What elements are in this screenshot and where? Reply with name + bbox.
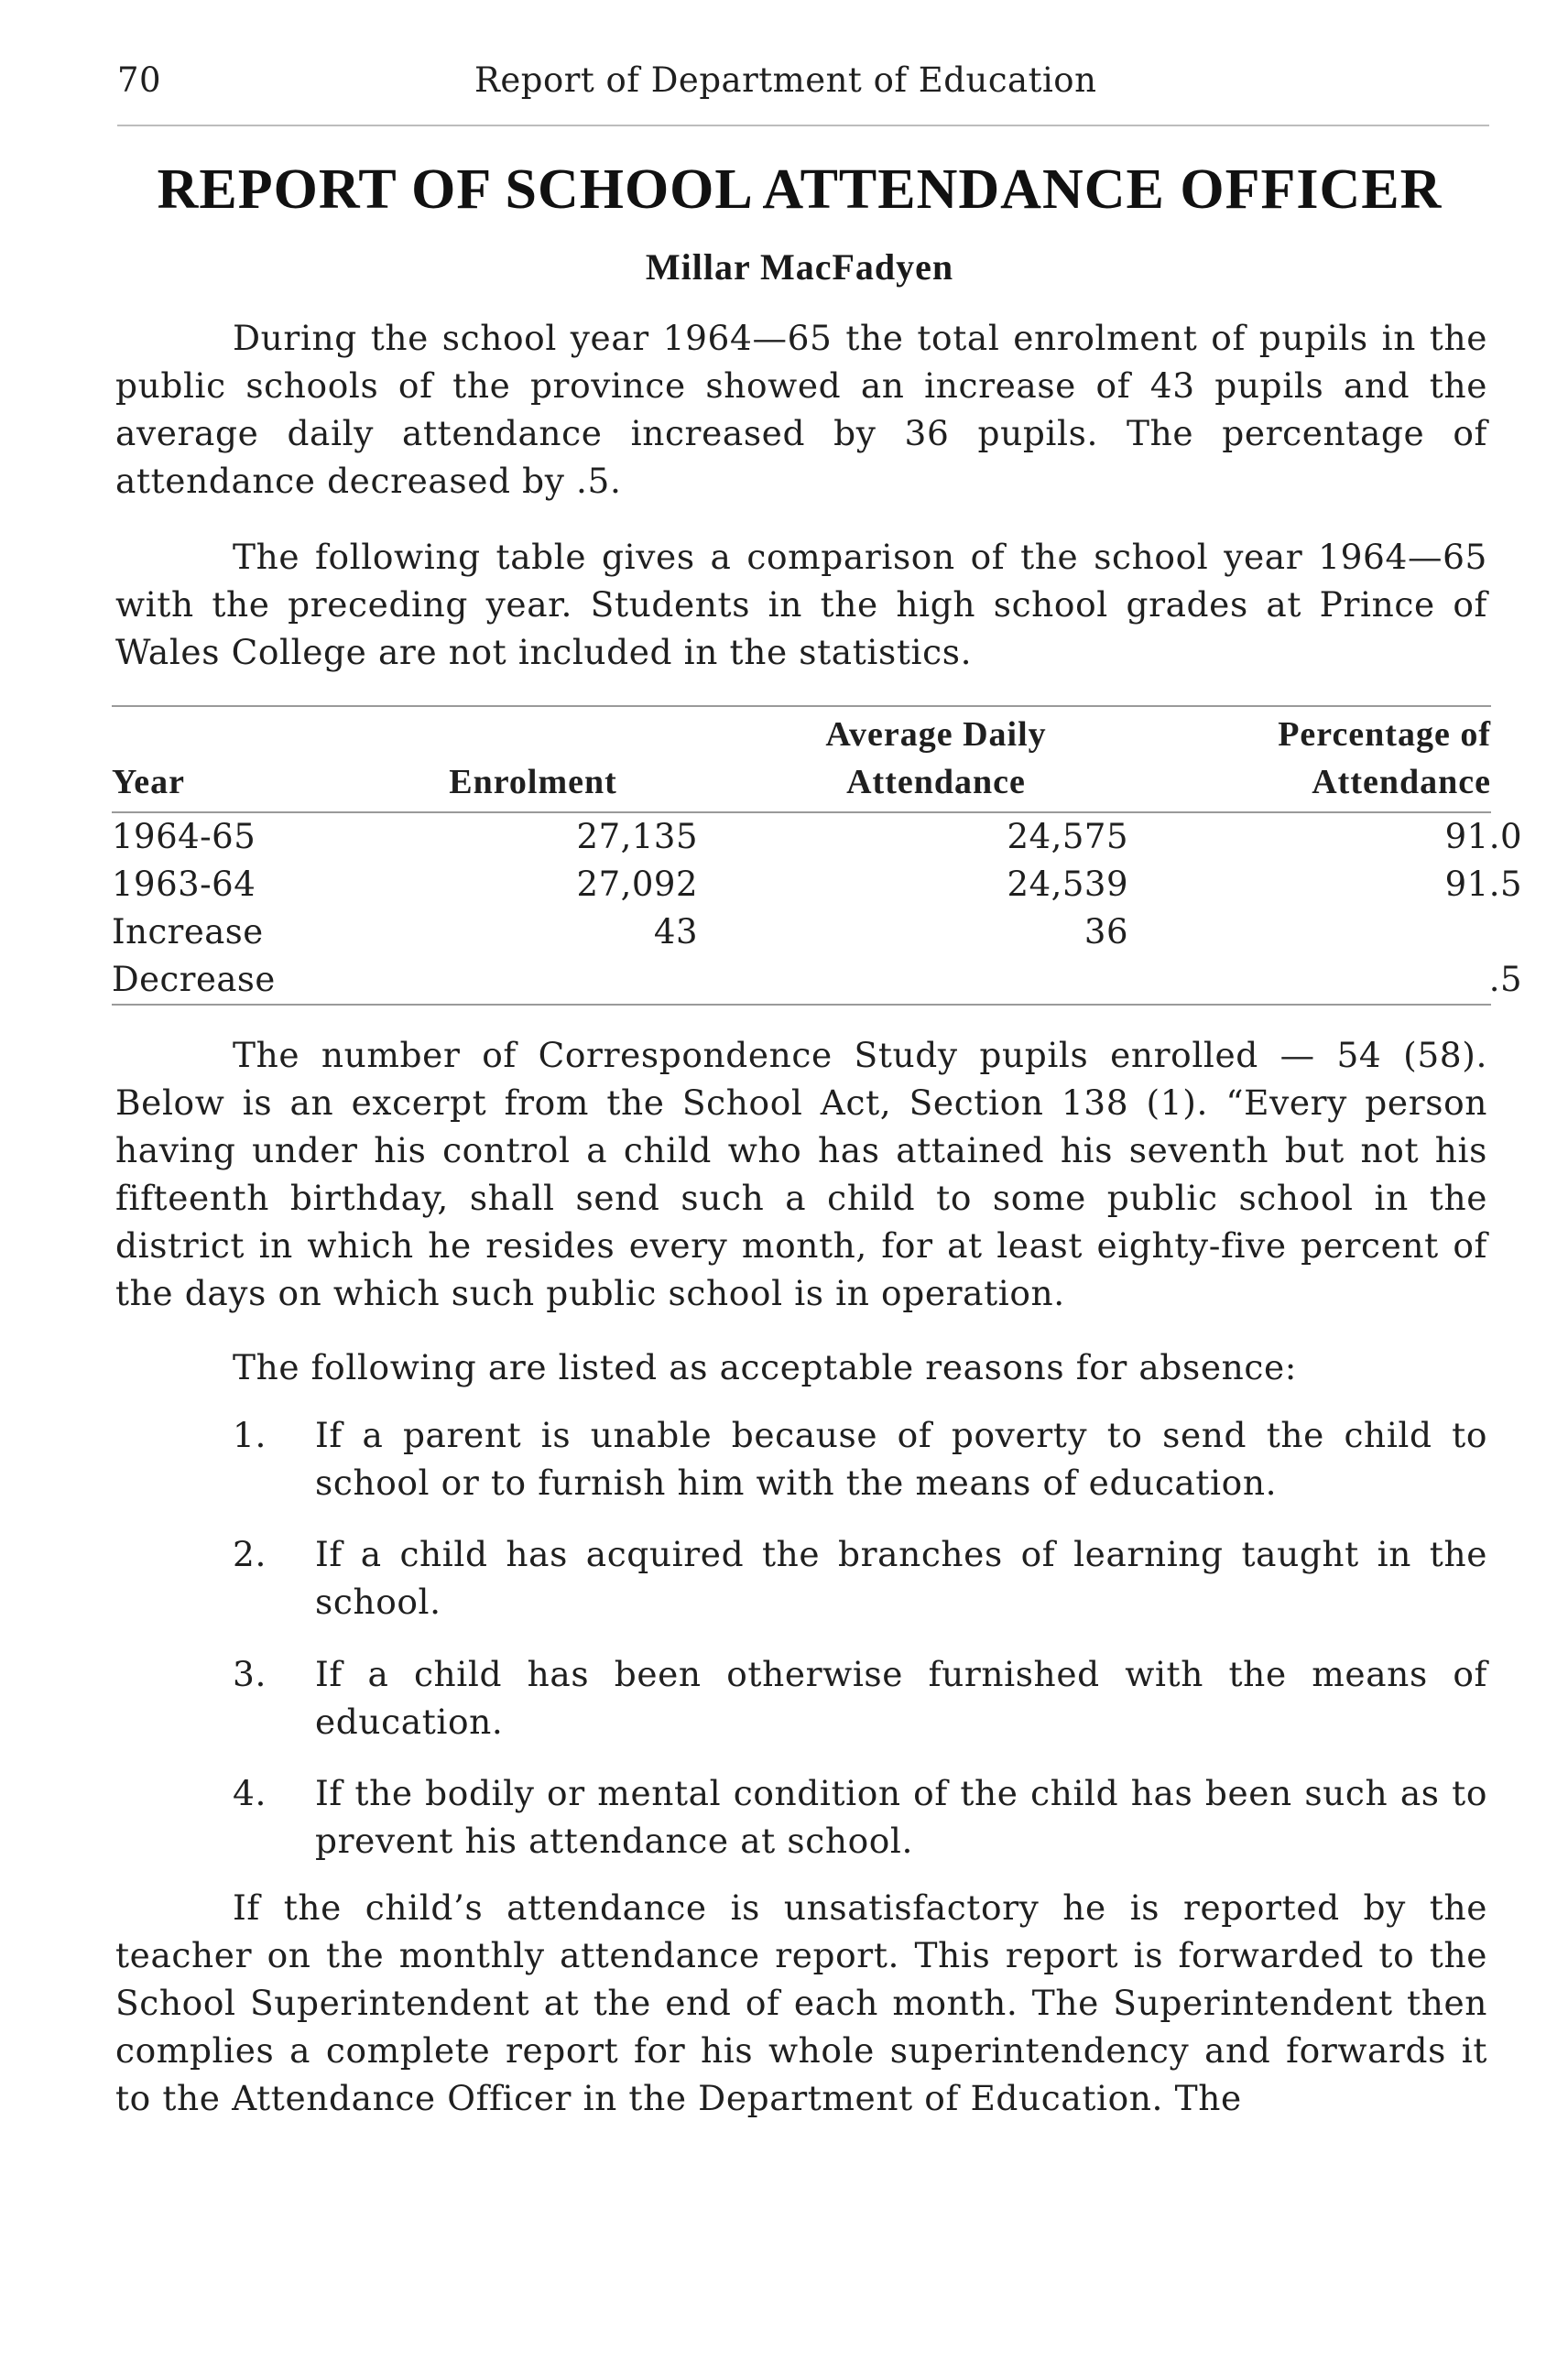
running-title: Report of Department of Education [474,60,1097,100]
running-header [117,60,1491,115]
report-author: Millar MacFadyen [645,246,954,288]
paragraph-table-intro: The following table gives a comparison of the school year 1964—65 with the preceding year. Students in the high school grades at Prince of Wales College are not included in the statistics. [115,537,1487,672]
list-item-number: 4. [233,1773,267,1813]
table-cell-attendance: 24,539 [1007,865,1128,904]
paragraph-enrolment-summary: During the school year 1964—65 the total enrolment of pupils in the public schools of the province showed an increase of 43 pupils and the average daily attendance increased by 36 pupils. The percentage of attendance decreased by .5. [115,318,1487,501]
list-item-text: If a child has acquired the branches of learning taught in the school. [315,1534,1487,1622]
table-cell-percentage: 91.0 [1444,817,1522,856]
paragraph-reasons-intro: The following are listed as acceptable reasons for absence: [233,1347,1297,1387]
column-header-enrolment: Enrolment [449,763,617,801]
table-cell-attendance: 24,575 [1007,817,1128,856]
column-header-year: Year [112,763,185,801]
table-cell-percentage: 91.5 [1444,865,1522,904]
table-cell-year: Increase [112,912,264,952]
column-header-attendance-line2: Attendance [846,763,1026,801]
table-cell-attendance: 36 [1083,912,1128,952]
column-header-percentage-line2: Attendance [1312,763,1491,801]
table-bottom-rule [112,1004,1491,1006]
table-cell-enrolment: 27,092 [576,865,698,904]
list-item-text: If a parent is unable because of poverty to send the child to school or to furnish him with the means of education. [315,1415,1487,1503]
paragraph-school-act-excerpt: The number of Correspondence Study pupils enrolled — 54 (58). Below is an excerpt from the School Act, Section 138 (1). “Every person having under his control a child who has attained his seventh but not his fifteenth birthday, shall send such a child to some public school in the district in which he resides every month, for at least eighty-five percent of the days on which such public school is in operation. [115,1035,1487,1313]
table-cell-year: 1963-64 [112,865,256,904]
header-divider [117,125,1489,126]
paragraph-reporting-procedure: If the child’s attendance is unsatisfactory he is reported by the teacher on the monthly attendance report. This report is forwarded to the School Superintendent at the end of each month. The Superintendent then complies a complete report for his whole superintendency and forwards it to the Attendance Officer in the Department of Education. The [115,1887,1487,2118]
page-number: 70 [117,60,162,100]
list-item-number: 1. [233,1415,267,1455]
table-top-rule [112,705,1491,707]
column-header-percentage-line1: Percentage of [1278,715,1491,754]
column-header-attendance-line1: Average Daily [825,715,1047,754]
list-item-number: 3. [233,1654,267,1694]
list-item-number: 2. [233,1534,267,1574]
table-cell-enrolment: 27,135 [576,817,698,856]
table-cell-percentage: .5 [1488,960,1522,999]
table-cell-year: Decrease [112,960,276,999]
report-title: REPORT OF SCHOOL ATTENDANCE OFFICER [157,158,1443,221]
attendance-table [112,705,1522,1007]
list-item-text: If a child has been otherwise furnished with the means of education. [315,1654,1487,1742]
list-item-text: If the bodily or mental condition of the child has been such as to prevent his attendance at school. [315,1773,1487,1861]
table-cell-year: 1964-65 [112,817,256,856]
table-cell-enrolment: 43 [653,912,698,952]
